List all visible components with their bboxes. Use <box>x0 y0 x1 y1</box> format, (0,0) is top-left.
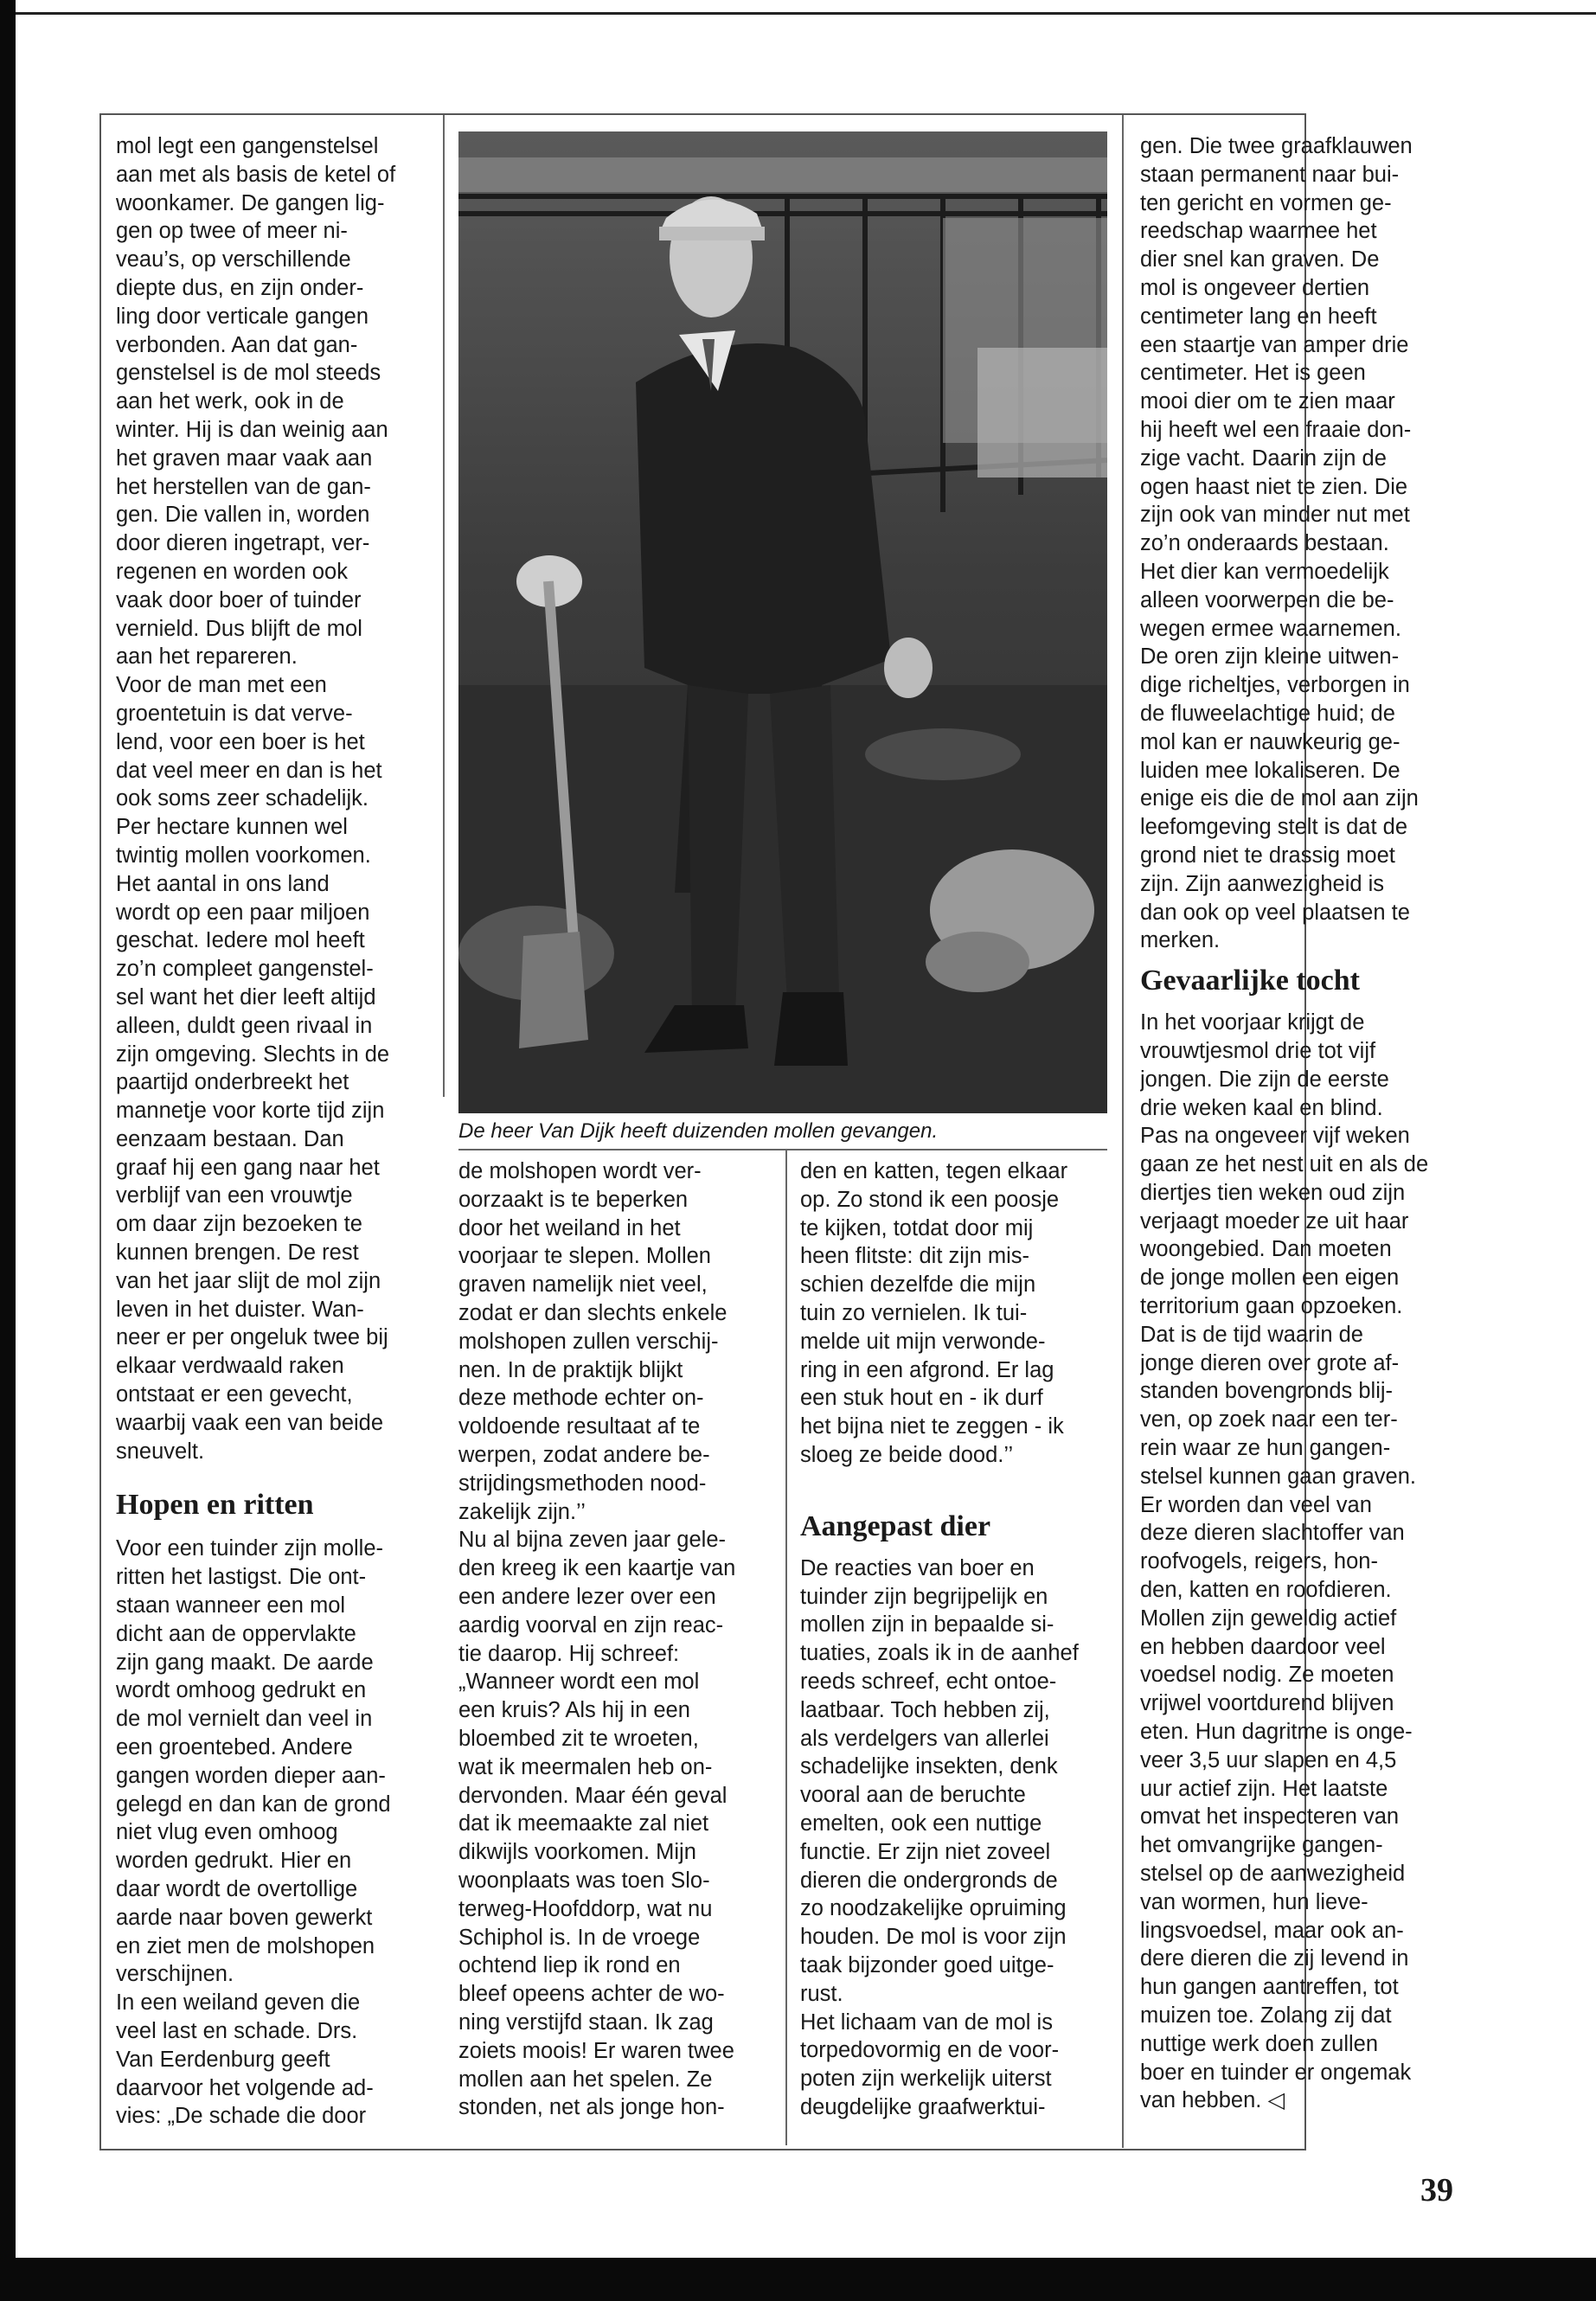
text-line: op. Zo stond ik een poosje <box>800 1187 1060 1212</box>
text-line: grond niet te drassig moet <box>1140 843 1395 868</box>
text-line: een stuk hout en - ik durf <box>800 1386 1043 1411</box>
text-line: Er worden dan veel van <box>1140 1492 1372 1517</box>
text-line: door het weiland in het <box>458 1215 681 1240</box>
text-line: enige eis die de mol aan zijn <box>1140 786 1419 811</box>
text-line: schien dezelfde die mijn <box>800 1272 1036 1298</box>
text-line: zodat er dan slechts enkele <box>458 1300 727 1325</box>
caption-rule <box>458 1149 1107 1150</box>
text-line: bloembed zit te wroeten, <box>458 1726 699 1751</box>
text-line: winter. Hij is dan weinig aan <box>116 417 388 442</box>
text-line: waarbij vaak een van beide <box>116 1410 384 1435</box>
text-line: te kijken, totdat door mij <box>800 1215 1034 1240</box>
text-line: geschat. Iedere mol heeft <box>116 928 365 953</box>
text-line: woonplaats was toen Slo- <box>458 1868 710 1893</box>
text-line: genstelsel is de mol steeds <box>116 361 381 386</box>
column-4 <box>1140 132 1462 2139</box>
text-line: mol kan er nauwkeurig ge- <box>1140 729 1401 754</box>
text-line: de molshopen wordt ver- <box>458 1159 702 1183</box>
text-line: dicht aan de oppervlakte <box>116 1621 356 1646</box>
text-line: tuinder zijn begrijpelijk en <box>800 1584 1048 1609</box>
text-line: dervonden. Maar één geval <box>458 1783 727 1808</box>
text-line: dikwijls voorkomen. Mijn <box>458 1840 696 1865</box>
text-line: mollen zijn in bepaalde si- <box>800 1612 1054 1638</box>
text-line: stelsel kunnen gaan graven. <box>1140 1464 1416 1489</box>
column-4-text-b <box>1140 1009 1462 2115</box>
scan-left-border <box>0 0 16 2301</box>
text-line: tuaties, zoals ik in de aanhef <box>800 1641 1079 1666</box>
text-line: graaf hij een gang naar het <box>116 1155 380 1180</box>
text-line: aan met als basis de ketel of <box>116 162 396 187</box>
text-line: Per hectare kunnen wel <box>116 815 348 840</box>
text-line: ontstaat er een gevecht, <box>116 1382 353 1407</box>
text-line: Dat is de tijd waarin de <box>1140 1322 1363 1347</box>
text-line: ochtend liep ik rond en <box>458 1953 681 1978</box>
text-line: het omvangrijke gangen- <box>1140 1833 1383 1858</box>
text-line: stonden, net als jonge hon- <box>458 2095 725 2120</box>
text-line: dat veel meer en dan is het <box>116 758 382 783</box>
text-line: centimeter. Het is geen <box>1140 361 1366 386</box>
text-line: zo’n compleet gangenstel- <box>116 957 374 982</box>
text-line: bleef opeens achter de wo- <box>458 1982 725 2007</box>
text-line: elkaar verdwaald raken <box>116 1354 344 1379</box>
text-line: molshopen zullen verschij- <box>458 1329 719 1354</box>
text-line: worden gedrukt. Hier en <box>116 1849 352 1874</box>
text-line: zo noodzakelijke opruiming <box>800 1896 1067 1921</box>
text-line: het herstellen van de gan- <box>116 474 371 499</box>
text-line: wegen ermee waarnemen. <box>1140 616 1401 641</box>
text-line: wordt op een paar miljoen <box>116 900 370 925</box>
column-3-text-b <box>800 1554 1116 2122</box>
text-line: de mol vernielt dan veel in <box>116 1707 373 1732</box>
text-line: luiden mee lokaliseren. De <box>1140 758 1401 783</box>
text-line: paartijd onderbreekt het <box>116 1070 349 1095</box>
text-line: leven in het duister. Wan- <box>116 1297 364 1322</box>
text-line: door dieren ingetrapt, ver- <box>116 531 370 556</box>
text-line: ogen haast niet te zien. Die <box>1140 474 1408 499</box>
text-line: Voor een tuinder zijn molle- <box>116 1536 384 1561</box>
text-line: het graven maar vaak aan <box>116 445 373 471</box>
text-line: In het voorjaar krijgt de <box>1140 1010 1365 1035</box>
text-line: voorjaar te slepen. Mollen <box>458 1244 711 1269</box>
text-line: gangen worden dieper aan- <box>116 1763 386 1788</box>
text-line: de fluweelachtige huid; de <box>1140 701 1395 726</box>
text-line: wordt omhoog gedrukt en <box>116 1678 367 1703</box>
column-2-text <box>458 1157 780 2122</box>
text-line: vies: „De schade die door <box>116 2104 367 2129</box>
photo-illustration <box>458 131 1107 1113</box>
column-1-text-b <box>116 1535 436 2131</box>
text-line: den kreeg ik een kaartje van <box>458 1556 736 1581</box>
text-line: sel want het dier leeft altijd <box>116 984 376 1009</box>
text-line: torpedovormig en de voor- <box>800 2038 1060 2063</box>
text-line: staan permanent naar bui- <box>1140 162 1400 187</box>
text-line: uur actief zijn. Het laatste <box>1140 1776 1388 1801</box>
text-line: De oren zijn kleine uitwen- <box>1140 644 1400 670</box>
text-line: omvat het inspecteren van <box>1140 1804 1400 1830</box>
text-line: hij heeft wel een fraaie don- <box>1140 417 1412 442</box>
column-3 <box>800 1157 1116 2144</box>
column-4-text-a <box>1140 132 1462 955</box>
text-line: stelsel op de aanwezigheid <box>1140 1862 1406 1887</box>
text-line: Van Eerdenburg geeft <box>116 2047 330 2072</box>
text-line: reeds schreef, echt ontoe- <box>800 1669 1057 1694</box>
text-line: houden. De mol is voor zijn <box>800 1925 1067 1950</box>
text-line: heen flitste: dit zijn mis- <box>800 1244 1030 1269</box>
text-line: dat ik meemaakte zal niet <box>458 1811 709 1836</box>
text-line: functie. Er zijn niet zoveel <box>800 1839 1051 1864</box>
text-line: zo’n onderaards bestaan. <box>1140 531 1389 556</box>
text-line: voldoende resultaat af te <box>458 1414 701 1439</box>
text-line: een groentebed. Andere <box>116 1735 353 1760</box>
scan-bottom-border <box>0 2258 1596 2301</box>
text-line: aan het repareren. <box>116 644 298 670</box>
page-number: 39 <box>1420 2172 1453 2208</box>
text-line: nuttige werk doen zullen <box>1140 2031 1379 2056</box>
text-line: ven, op zoek naar een ter- <box>1140 1407 1398 1433</box>
text-line: jongen. Die zijn de eerste <box>1140 1067 1389 1092</box>
text-line: nen. In de praktijk blijkt <box>458 1357 683 1382</box>
text-line: taak bijzonder goed uitge- <box>800 1952 1054 1977</box>
text-line: om daar zijn bezoeken te <box>116 1212 362 1237</box>
text-line: regenen en worden ook <box>116 559 348 584</box>
text-line: emelten, ook een nuttige <box>800 1811 1042 1836</box>
text-line: leefomgeving stelt is dat de <box>1140 815 1408 840</box>
text-line: rein waar ze hun gangen- <box>1140 1436 1391 1461</box>
photo-caption: De heer Van Dijk heeft duizenden mollen gevangen. <box>458 1119 939 1143</box>
text-line: Het dier kan vermoedelijk <box>1140 559 1389 584</box>
text-line: diepte dus, en zijn onder- <box>116 275 364 300</box>
text-line: zijn ook van minder nut met <box>1140 503 1410 528</box>
text-line: en hebben daardoor veel <box>1140 1634 1386 1659</box>
text-line: zakelijk zijn.’’ <box>458 1499 586 1524</box>
text-line: gen. Die twee graafklauwen <box>1140 134 1413 158</box>
text-line: zijn omgeving. Slechts in de <box>116 1042 390 1067</box>
text-line: mooi dier om te zien maar <box>1140 389 1395 414</box>
text-line: als verdelgers van allerlei <box>800 1726 1049 1751</box>
text-line: den en katten, tegen elkaar <box>800 1159 1068 1183</box>
scan-top-border <box>16 12 1596 15</box>
text-line: twintig mollen voorkomen. <box>116 843 371 868</box>
text-line: gaan ze het nest uit en als de <box>1140 1152 1429 1177</box>
text-line: mollen aan het spelen. Ze <box>458 2067 713 2092</box>
text-line: deze dieren slachtoffer van <box>1140 1521 1405 1546</box>
text-line: veer 3,5 uur slapen en 4,5 <box>1140 1747 1397 1772</box>
text-line: deugdelijke graafwerktui- <box>800 2094 1046 2119</box>
text-line: aardig voorval en zijn reac- <box>458 1612 724 1638</box>
text-line: lingsvoedsel, maar ook an- <box>1140 1918 1404 1943</box>
text-line: dieren die ondergronds de <box>800 1868 1058 1893</box>
text-line: verschijnen. <box>116 1962 234 1987</box>
text-line: gelegd en dan kan de grond <box>116 1791 391 1817</box>
text-line: Mollen zijn geweldig actief <box>1140 1606 1397 1631</box>
text-line: vrouwtjesmol drie tot vijf <box>1140 1038 1376 1063</box>
text-line: ring in een afgrond. Er lag <box>800 1357 1054 1382</box>
text-line: aarde naar boven gewerkt <box>116 1905 373 1930</box>
text-line: tie daarop. Hij schreef: <box>458 1641 680 1666</box>
text-line: woongebied. Dan moeten <box>1140 1237 1392 1262</box>
text-line: deze methode echter on- <box>458 1386 704 1411</box>
column-1-text-a <box>116 132 436 1465</box>
text-line: zoiets moois! Er waren twee <box>458 2038 734 2063</box>
text-line: ten gericht en vormen ge- <box>1140 190 1392 215</box>
text-line: verbonden. Aan dat gan- <box>116 332 358 357</box>
text-line: alleen voorwerpen die be- <box>1140 587 1394 612</box>
column-2 <box>458 1157 780 2144</box>
text-line: ook soms zeer schadelijk. <box>116 786 369 811</box>
text-line: veau’s, op verschillende <box>116 247 351 272</box>
text-line: eenzaam bestaan. Dan <box>116 1126 344 1151</box>
text-line: van wormen, hun lieve- <box>1140 1889 1368 1914</box>
text-line: drie weken kaal en blind. <box>1140 1095 1383 1120</box>
text-line: schadelijke insekten, denk <box>800 1754 1058 1779</box>
text-line: muizen toe. Zolang zij dat <box>1140 2003 1392 2028</box>
photo-man-with-spade <box>458 131 1107 1113</box>
text-line: laatbaar. Toch hebben zij, <box>800 1697 1050 1722</box>
text-line: werpen, zodat andere be- <box>458 1442 710 1467</box>
text-line: Schiphol is. In de vroege <box>458 1925 701 1950</box>
text-line: niet vlug even omhoog <box>116 1820 338 1845</box>
text-line: dige richeltjes, verborgen in <box>1140 673 1410 698</box>
text-line: dere dieren die zij levend in <box>1140 1946 1409 1971</box>
heading-aangepast-dier: Aangepast dier <box>800 1509 991 1542</box>
text-line: „Wanneer wordt een mol <box>458 1670 700 1695</box>
text-line: van het jaar slijt de mol zijn <box>116 1268 381 1293</box>
text-line: zige vacht. Daarin zijn de <box>1140 445 1387 471</box>
text-line: sneuvelt. <box>116 1439 205 1464</box>
column-1 <box>116 132 436 2139</box>
text-line: woonkamer. De gangen lig- <box>116 190 385 215</box>
text-line: boer en tuinder er ongemak <box>1140 2060 1412 2085</box>
text-line: merken. <box>1140 928 1221 953</box>
text-line: sloeg ze beide dood.’’ <box>800 1442 1014 1467</box>
text-line: standen bovengronds blij- <box>1140 1379 1394 1404</box>
text-line: een andere lezer over een <box>458 1584 716 1609</box>
column-divider-2 <box>785 1150 787 2145</box>
text-line: verblijf van een vrouwtje <box>116 1183 353 1208</box>
text-line: daar wordt de overtollige <box>116 1877 358 1902</box>
text-line: en ziet men de molshopen <box>116 1933 375 1958</box>
heading-gevaarlijke-tocht: Gevaarlijke tocht <box>1140 965 1360 997</box>
column-divider-1 <box>443 115 445 1097</box>
text-line: eten. Hun dagritme is onge- <box>1140 1720 1413 1745</box>
column-divider-3 <box>1122 115 1124 2148</box>
text-line: melde uit mijn verwonde- <box>800 1329 1046 1354</box>
text-line: rust. <box>800 1981 843 2006</box>
text-line: den, katten en roofdieren. <box>1140 1578 1392 1603</box>
text-line: gen. Die vallen in, worden <box>116 503 370 528</box>
text-line: Pas na ongeveer vijf weken <box>1140 1124 1410 1149</box>
text-line: vooral aan de beruchte <box>800 1783 1026 1808</box>
text-line: vernield. Dus blijft de mol <box>116 616 362 641</box>
text-line: zijn. Zijn aanwezigheid is <box>1140 871 1385 896</box>
text-line: Het aantal in ons land <box>116 871 330 896</box>
text-line: aan het werk, ook in de <box>116 389 344 414</box>
text-line: vaak door boer of tuinder <box>116 587 362 612</box>
text-line: wat ik meermalen heb on- <box>458 1754 713 1779</box>
text-line: jonge dieren over grote af- <box>1140 1350 1400 1375</box>
text-line: terweg-Hoofddorp, wat nu <box>458 1896 713 1921</box>
text-line: strijdingsmethoden nood- <box>458 1471 707 1496</box>
text-line: In een weiland geven die <box>116 1990 361 2016</box>
text-line: kunnen brengen. De rest <box>116 1240 359 1266</box>
text-line: veel last en schade. Drs. <box>116 2019 358 2043</box>
text-line: tuin zo vernielen. Ik tui- <box>800 1300 1028 1325</box>
text-line: daarvoor het volgende ad- <box>116 2075 374 2100</box>
text-line: mol legt een gangenstelsel <box>116 134 379 158</box>
text-line: mol is ongeveer dertien <box>1140 275 1370 300</box>
text-line: van hebben. ◁ <box>1140 2088 1285 2113</box>
text-line: staan wanneer een mol <box>116 1593 346 1618</box>
text-line: de jonge mollen een eigen <box>1140 1266 1400 1291</box>
text-line: poten zijn werkelijk uiterst <box>800 2067 1052 2092</box>
text-line: oorzaakt is te beperken <box>458 1187 689 1212</box>
text-line: Het lichaam van de mol is <box>800 2009 1053 2035</box>
text-line: zijn gang maakt. De aarde <box>116 1650 374 1675</box>
text-line: het bijna niet te zeggen - ik <box>800 1414 1064 1439</box>
text-line: ning verstijfd staan. Ik zag <box>458 2009 714 2035</box>
text-line: lend, voor een boer is het <box>116 729 365 754</box>
text-line: Nu al bijna zeven jaar gele- <box>458 1528 727 1553</box>
text-line: dan ook op veel plaatsen te <box>1140 900 1410 925</box>
text-line: graven namelijk niet veel, <box>458 1272 708 1298</box>
text-line: ritten het lastigst. Die ont- <box>116 1565 367 1590</box>
text-line: dier snel kan graven. De <box>1140 247 1380 272</box>
text-line: vrijwel voortdurend blijven <box>1140 1691 1394 1716</box>
text-line: een kruis? Als hij in een <box>458 1698 690 1723</box>
heading-hopen-en-ritten: Hopen en ritten <box>116 1489 314 1522</box>
text-line: reedschap waarmee het <box>1140 219 1377 244</box>
text-line: territorium gaan opzoeken. <box>1140 1294 1403 1319</box>
text-line: voedsel nodig. Ze moeten <box>1140 1663 1394 1688</box>
text-line: centimeter lang en heeft <box>1140 304 1377 329</box>
text-line: gen op twee of meer ni- <box>116 219 348 244</box>
text-line: De reacties van boer en <box>800 1555 1035 1580</box>
column-3-text-a <box>800 1157 1116 1470</box>
text-line: verjaagt moeder ze uit haar <box>1140 1208 1409 1234</box>
text-line: hun gangen aantreffen, tot <box>1140 1975 1399 2000</box>
text-line: diertjes tien weken oud zijn <box>1140 1180 1406 1205</box>
text-line: roofvogels, reigers, hon- <box>1140 1549 1378 1574</box>
text-line: groentetuin is dat verve- <box>116 701 353 726</box>
text-line: ling door verticale gangen <box>116 304 369 329</box>
text-line: mannetje voor korte tijd zijn <box>116 1099 385 1124</box>
text-line: alleen, duldt geen rivaal in <box>116 1013 373 1038</box>
text-line: een staartje van amper drie <box>1140 332 1409 357</box>
text-line: neer er per ongeluk twee bij <box>116 1325 388 1350</box>
text-line: Voor de man met een <box>116 673 327 698</box>
